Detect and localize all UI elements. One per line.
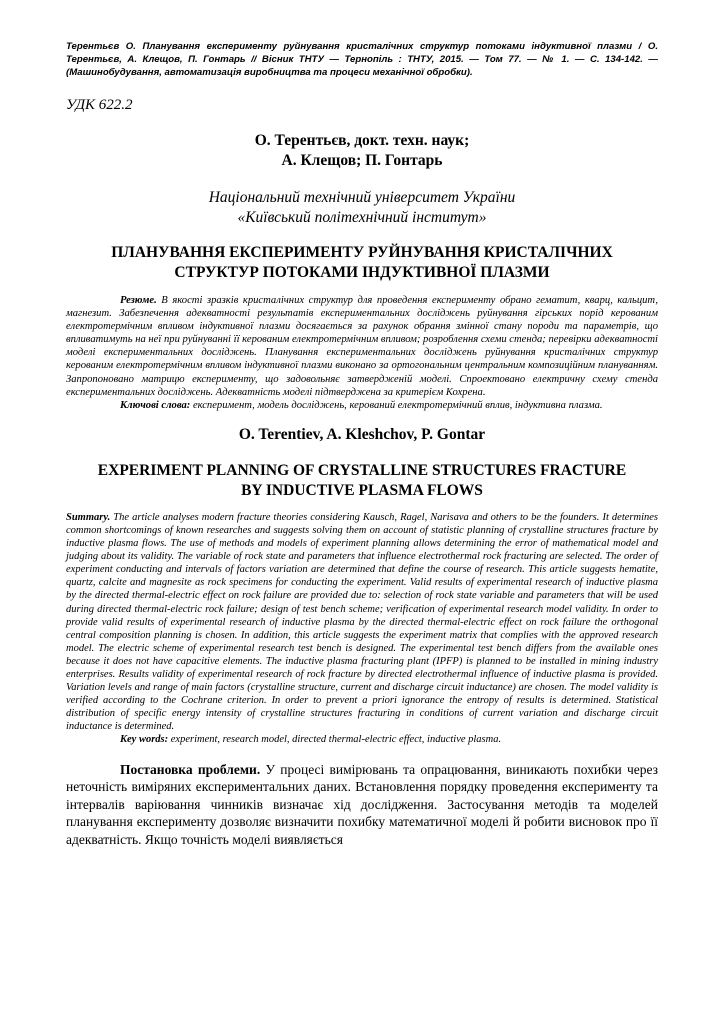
title-ua-line-2: СТРУКТУР ПОТОКАМИ ІНДУКТИВНОЇ ПЛАЗМИ bbox=[174, 264, 550, 281]
summary-english bbox=[66, 511, 658, 747]
title-en-line-2: BY INDUCTIVE PLASMA FLOWS bbox=[241, 481, 483, 499]
keywords-label-en: Key words: bbox=[120, 734, 169, 746]
body-paragraph bbox=[66, 761, 658, 849]
title-ua-line-1: ПЛАНУВАННЯ ЕКСПЕРИМЕНТУ РУЙНУВАННЯ КРИСТАЛІЧНИХ bbox=[111, 244, 613, 261]
body-text bbox=[66, 761, 658, 849]
title-en-line-1: EXPERIMENT PLANNING OF CRYSTALLINE STRUCTURES FRACTURE bbox=[97, 461, 627, 479]
summary-text: The article analyses modern fracture theories considering Kausch, Ragel, Narisava and others to be the founders. It determines common shortcomings of known researches and suggests solving them on account of statistic planning of crystalline structures fracture by inductive plasma flows. The use of methods and models of experiment planning allows determining the error of mathematical model and judging about its validity. The variable of rock state and parameters that influence electrothermal rock fracturing are selected. The order of experiment conducting and intervals of factors variation are determined that define the course of research. This article suggests hematite, quartz, calcite and magnesite as rock specimens for conducting the experiment. Valid results of experimental research of inductive plasma by the directed thermal-electric effect on rock failure are provided due to: selection of rock state variable and parameters that will be used during directed thermal-electric rock failure; design of test bench scheme; verification of experimental research model validity. In order to provide valid results of experimental research of inductive plasma by the directed thermal-electric effect on rock failure the orthogonal central composition planning is chosen. In addition, this article suggests the experiment matrix that complies with the approved research model. The electric scheme of experimental research test bench is designed. The experimental test bench differs from the available ones because it does not have capacitive elements. The inductive plasma fracturing plant (IPFP) is planned to be installed in mining industry enterprises. Results validity of experimental research of rock fracture by directed electrothermal influence of inductive plasma is provided. Variation levels and range of main factors (crystalline structure, current and discharge circuit inductance) are chosen. The model validity is verified according to the Cochrane criterion. In order to prevent a priori ignorance the entropy of results is determined. Statistical distribution of specific energy intensity of crystalline structures fracturing in conditions of current variation and discharge circuit inductance is determined. bbox=[66, 511, 658, 733]
abstract-label: Резюме. bbox=[120, 295, 157, 306]
affiliation bbox=[66, 188, 658, 228]
abstract-ukrainian bbox=[66, 294, 658, 412]
keywords-label-ua: Ключові слова: bbox=[120, 399, 191, 411]
citation-header: Терентьєв О. Планування експерименту руйнування кристалічних структур потоками індуктивної плазми / О. Терентьєв, А. Клещов, П. Гонтарь // Вісник ТНТУ — Тернопіль : ТНТУ, 2015. — Том 77. — № 1. — С. 134-142. — (Машинобудування, автоматизація виробництва та процеси механічної обробки). bbox=[66, 41, 658, 78]
affiliation-line-1: Національний технічний університет України bbox=[208, 189, 516, 206]
body-paragraph-text: У процесі вимірювань та опрацювання, виникають похибки через неточність виміряних експериментальних даних. Встановлення порядку проведення експерименту та інтервалів варіювання чинників визначає хід дослідження. Застосування методів та моделей планування експерименту дозволяє визначити похибку математичної моделі й робити висновок про її адекватність. Якщо точність моделі виявляється bbox=[66, 761, 659, 847]
authors-ukrainian bbox=[66, 131, 658, 171]
authors-line-2: А. Клещов; П. Гонтарь bbox=[281, 152, 443, 169]
summary-label: Summary. bbox=[66, 511, 111, 523]
keywords-en: experiment, research model, directed thermal-electric effect, inductive plasma. bbox=[168, 734, 502, 746]
keywords-ua: експеримент, модель досліджень, керований електротермічний вплив, індуктивна плазма. bbox=[190, 399, 603, 411]
keywords-paragraph-en bbox=[66, 733, 658, 746]
abstract-text: В якості зразків кристалічних структур для проведення експерименту обрано гематит, кварц, кальцит, магнезит. Забезпечення адекватності результатів експериментальних досліджень руйнування гірських порід керованим електротермічним впливом індуктивної плазми досягається за рахунок обрання змінної стану породи та параметрів, що впливатимуть на неї при руйнуванні її керованим електротермічним впливом; розроблення схеми стенда; перевірки адекватності моделі експериментальних досліджень. Планування експериментальних досліджень руйнування кристалічних структур керованим електротермічним впливом індуктивної плазми виконано за ортогональним центральним композиційним плануванням. Запропоновано матрицю експерименту, що задовольняє затвердженій моделі. Спроектовано електричну схему стенда експериментальних досліджень. Адекватність моделі підтверджена за критерієм Кохрена. bbox=[66, 295, 658, 398]
affiliation-line-2: «Київський політехнічний інститут» bbox=[237, 209, 487, 226]
authors-line-1: О. Терентьєв, докт. техн. наук; bbox=[254, 132, 470, 149]
summary-paragraph bbox=[66, 511, 658, 734]
section-heading-problem: Постановка проблеми. bbox=[120, 761, 261, 777]
authors-english: O. Terentiev, A. Kleshchov, P. Gontar bbox=[238, 425, 486, 443]
article-title-ukrainian bbox=[66, 243, 658, 283]
keywords-paragraph-ua bbox=[66, 399, 658, 412]
article-title-english bbox=[66, 461, 658, 501]
abstract-paragraph bbox=[66, 294, 658, 399]
udk-code: УДК 622.2 bbox=[66, 97, 133, 113]
journal-page bbox=[66, 40, 658, 848]
